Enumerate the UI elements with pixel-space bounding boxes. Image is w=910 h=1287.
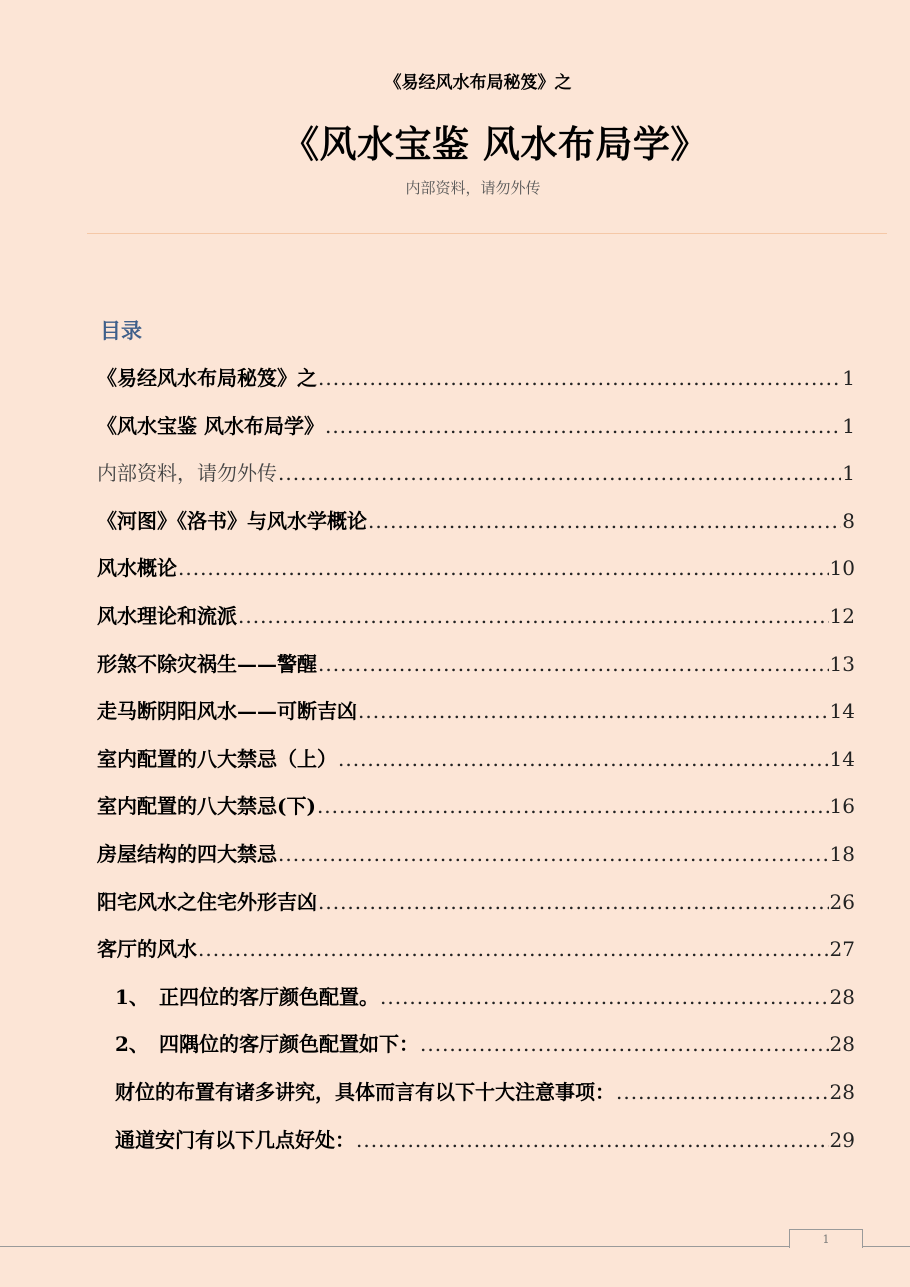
table-of-contents [97, 355, 855, 1164]
toc-entry-label: 风水理论和流派 [97, 603, 237, 628]
footer-line [0, 1246, 910, 1247]
toc-entry[interactable] [97, 403, 855, 451]
toc-entry-page: 13 [829, 651, 855, 676]
toc-entry[interactable] [97, 783, 855, 831]
toc-entry[interactable] [97, 926, 855, 974]
toc-entry[interactable] [97, 545, 855, 593]
toc-leader-dots [238, 593, 829, 641]
toc-entry[interactable] [97, 498, 855, 546]
toc-entry[interactable] [97, 831, 855, 879]
toc-entry-label: 《风水宝鉴 风水布局学》 [97, 413, 324, 438]
toc-entry[interactable] [97, 688, 855, 736]
toc-entry-page: 10 [829, 556, 855, 581]
toc-entry-page: 27 [829, 937, 855, 962]
toc-leader-dots [356, 1117, 829, 1165]
toc-leader-dots [318, 641, 829, 689]
toc-entry-label: 《易经风水布局秘笈》之 [97, 366, 317, 390]
page-number-tab [789, 1229, 863, 1248]
toc-entry-page: 28 [829, 1079, 855, 1104]
toc-leader-dots [616, 1069, 829, 1117]
header-rule [87, 233, 887, 234]
toc-entry-label: 室内配置的八大禁忌(下) [97, 794, 316, 819]
toc-entry-page: 29 [829, 1127, 855, 1152]
toc-entry[interactable] [97, 450, 855, 498]
toc-entry-page: 12 [829, 603, 855, 628]
toc-entry-page: 8 [842, 508, 855, 533]
toc-leader-dots [318, 355, 841, 403]
toc-leader-dots [368, 498, 841, 546]
toc-leader-dots [380, 974, 829, 1022]
toc-entry-label: 形煞不除灾祸生——警醒 [97, 651, 317, 676]
toc-leader-dots [338, 736, 829, 784]
toc-entry-label [115, 1021, 419, 1069]
toc-entry[interactable] [97, 879, 855, 927]
toc-entry[interactable] [97, 355, 855, 403]
toc-entry-label: 通道安门有以下几点好处： [115, 1127, 355, 1152]
toc-entry-page: 28 [829, 1032, 855, 1057]
page-number: 1 [822, 1233, 830, 1246]
main-title: 《风水宝鉴 风水布局学》 [282, 123, 708, 166]
toc-entry-label: 内部资料，请勿外传 [97, 461, 277, 486]
toc-entry-page: 14 [829, 746, 855, 771]
toc-entry-page: 1 [842, 413, 855, 438]
toc-entry-label: 客厅的风水 [97, 937, 197, 962]
toc-entry-label: 阳宅风水之住宅外形吉凶 [97, 889, 317, 914]
toc-entry-number: 1、 [115, 984, 149, 1009]
toc-leader-dots [317, 783, 829, 831]
toc-entry-label: 走马断阴阳风水——可断吉凶 [97, 699, 357, 724]
toc-entry-page: 1 [842, 366, 855, 390]
toc-entry-page: 14 [829, 699, 855, 724]
toc-leader-dots [178, 545, 829, 593]
toc-leader-dots [358, 688, 829, 736]
toc-entry-page: 28 [829, 984, 855, 1009]
toc-leader-dots [278, 831, 829, 879]
toc-entry[interactable] [97, 641, 855, 689]
toc-entry[interactable] [97, 974, 855, 1022]
toc-entry-text: 四隅位的客厅颜色配置如下： [159, 1032, 419, 1057]
toc-entry-label: 风水概论 [97, 556, 177, 581]
toc-entry-page: 26 [829, 889, 855, 914]
toc-entry-label: 室内配置的八大禁忌（上） [97, 746, 337, 771]
toc-leader-dots [325, 403, 841, 451]
toc-entry[interactable] [97, 1069, 855, 1117]
toc-entry-text: 正四位的客厅颜色配置。 [159, 984, 379, 1009]
toc-entry-label: 《河图》《洛书》与风水学概论 [97, 508, 367, 533]
toc-entry[interactable] [97, 1021, 855, 1069]
toc-leader-dots [278, 450, 841, 498]
toc-entry-label: 房屋结构的四大禁忌 [97, 841, 277, 866]
toc-entry-label: 财位的布置有诸多讲究，具体而言有以下十大注意事项： [115, 1079, 615, 1104]
toc-leader-dots [420, 1021, 829, 1069]
toc-heading: 目录 [100, 318, 142, 343]
toc-leader-dots [198, 926, 829, 974]
toc-leader-dots [318, 879, 829, 927]
toc-entry-page: 16 [829, 794, 855, 819]
toc-entry-page: 18 [829, 841, 855, 866]
toc-entry-number: 2、 [115, 1032, 149, 1057]
toc-entry-page: 1 [842, 461, 855, 486]
subtitle: 内部资料，请勿外传 [405, 179, 541, 197]
toc-entry[interactable] [97, 593, 855, 641]
toc-entry[interactable] [97, 736, 855, 784]
series-title: 《易经风水布局秘笈》之 [384, 73, 572, 93]
toc-entry[interactable] [97, 1117, 855, 1165]
toc-entry-label [115, 974, 379, 1022]
